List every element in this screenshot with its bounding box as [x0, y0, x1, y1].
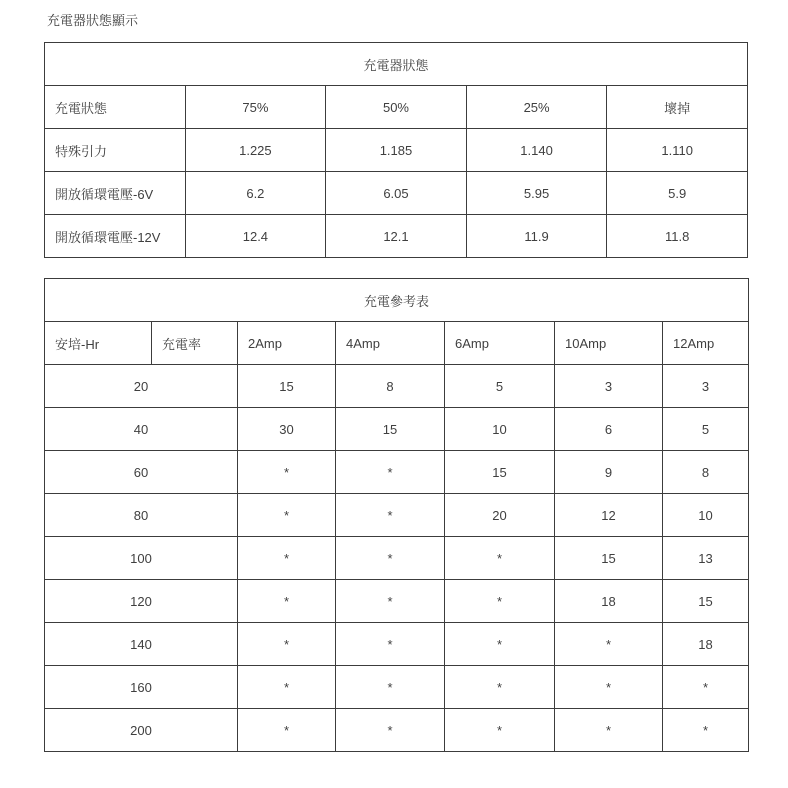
cell-value: 15: [238, 365, 336, 408]
cell-value: 9: [555, 451, 663, 494]
cell-value: 15: [555, 537, 663, 580]
charging-reference-table-caption: 充電參考表: [45, 279, 749, 322]
cell-value: 5: [663, 408, 749, 451]
row-label: 充電狀態: [45, 86, 186, 129]
row-label: 開放循環電壓-6V: [45, 172, 186, 215]
table-caption-row: [45, 279, 749, 322]
charging-reference-table-body: [45, 365, 749, 752]
amp-hr-cell: 200: [45, 709, 238, 752]
amp-hr-cell: 60: [45, 451, 238, 494]
table-row: [45, 537, 749, 580]
cell-value: *: [336, 623, 445, 666]
cell-value: *: [336, 709, 445, 752]
cell-value: 20: [445, 494, 555, 537]
cell-value: 18: [663, 623, 749, 666]
amp-hr-cell: 100: [45, 537, 238, 580]
cell-value: 1.185: [326, 129, 467, 172]
amp-hr-cell: 20: [45, 365, 238, 408]
cell-value: *: [555, 709, 663, 752]
cell-value: *: [445, 666, 555, 709]
table-row: [45, 580, 749, 623]
amp-hr-cell: 80: [45, 494, 238, 537]
cell-value: 5: [445, 365, 555, 408]
cell-value: 3: [663, 365, 749, 408]
cell-value: 6: [555, 408, 663, 451]
table-gap: [44, 258, 748, 278]
cell-value: *: [238, 451, 336, 494]
table-row: [45, 494, 749, 537]
cell-value: 75%: [185, 86, 326, 129]
cell-value: 3: [555, 365, 663, 408]
cell-value: 13: [663, 537, 749, 580]
cell-value: 10: [445, 408, 555, 451]
column-header-2amp: 2Amp: [238, 322, 336, 365]
cell-value: *: [336, 666, 445, 709]
cell-value: *: [336, 537, 445, 580]
cell-value: 8: [336, 365, 445, 408]
cell-value: 11.8: [607, 215, 748, 258]
charger-status-table-head: [45, 43, 748, 86]
cell-value: 1.140: [466, 129, 607, 172]
column-header-12amp: 12Amp: [663, 322, 749, 365]
charging-reference-table-head: [45, 279, 749, 365]
cell-value: 1.110: [607, 129, 748, 172]
amp-hr-cell: 40: [45, 408, 238, 451]
amp-hr-cell: 160: [45, 666, 238, 709]
cell-value: 10: [663, 494, 749, 537]
cell-value: 12: [555, 494, 663, 537]
cell-value: *: [238, 494, 336, 537]
cell-value: 12.1: [326, 215, 467, 258]
cell-value: 5.95: [466, 172, 607, 215]
table-row: [45, 172, 748, 215]
cell-value: 5.9: [607, 172, 748, 215]
cell-value: 30: [238, 408, 336, 451]
column-header-10amp: 10Amp: [555, 322, 663, 365]
cell-value: *: [445, 623, 555, 666]
page-title: 充電器狀態顯示: [47, 13, 139, 28]
cell-value: 8: [663, 451, 749, 494]
cell-value: *: [445, 709, 555, 752]
cell-value: 15: [445, 451, 555, 494]
table-row: [45, 86, 748, 129]
table-row: [45, 215, 748, 258]
cell-value: *: [336, 494, 445, 537]
table-caption-row: [45, 43, 748, 86]
cell-value: 6.2: [185, 172, 326, 215]
cell-value: *: [555, 623, 663, 666]
cell-value: 25%: [466, 86, 607, 129]
table-row: [45, 709, 749, 752]
cell-value: *: [445, 580, 555, 623]
cell-value: *: [555, 666, 663, 709]
cell-value: *: [238, 666, 336, 709]
cell-value: 12.4: [185, 215, 326, 258]
table-row: [45, 451, 749, 494]
table-row: [45, 408, 749, 451]
amp-hr-cell: 140: [45, 623, 238, 666]
charger-status-table: [44, 42, 748, 258]
cell-value: 18: [555, 580, 663, 623]
cell-value: *: [663, 709, 749, 752]
cell-value: *: [445, 537, 555, 580]
charger-status-table-caption: 充電器狀態: [45, 43, 748, 86]
cell-value: *: [336, 451, 445, 494]
cell-value: *: [238, 623, 336, 666]
cell-value: 1.225: [185, 129, 326, 172]
cell-value: 50%: [326, 86, 467, 129]
amp-hr-cell: 120: [45, 580, 238, 623]
cell-value: *: [336, 580, 445, 623]
column-header-rate: 充電率: [152, 322, 238, 365]
cell-value: 壞掉: [607, 86, 748, 129]
table-row: [45, 365, 749, 408]
table-row: [45, 129, 748, 172]
table-header-row: [45, 322, 749, 365]
cell-value: *: [663, 666, 749, 709]
cell-value: 6.05: [326, 172, 467, 215]
cell-value: *: [238, 537, 336, 580]
row-label: 特殊引力: [45, 129, 186, 172]
row-label: 開放循環電壓-12V: [45, 215, 186, 258]
table-row: [45, 623, 749, 666]
cell-value: 11.9: [466, 215, 607, 258]
column-header-amp-hr: 安培-Hr: [45, 322, 152, 365]
table-row: [45, 666, 749, 709]
cell-value: *: [238, 580, 336, 623]
cell-value: *: [238, 709, 336, 752]
column-header-4amp: 4Amp: [336, 322, 445, 365]
charging-reference-table: [44, 278, 749, 752]
cell-value: 15: [336, 408, 445, 451]
cell-value: 15: [663, 580, 749, 623]
charger-status-table-body: [45, 86, 748, 258]
column-header-6amp: 6Amp: [445, 322, 555, 365]
